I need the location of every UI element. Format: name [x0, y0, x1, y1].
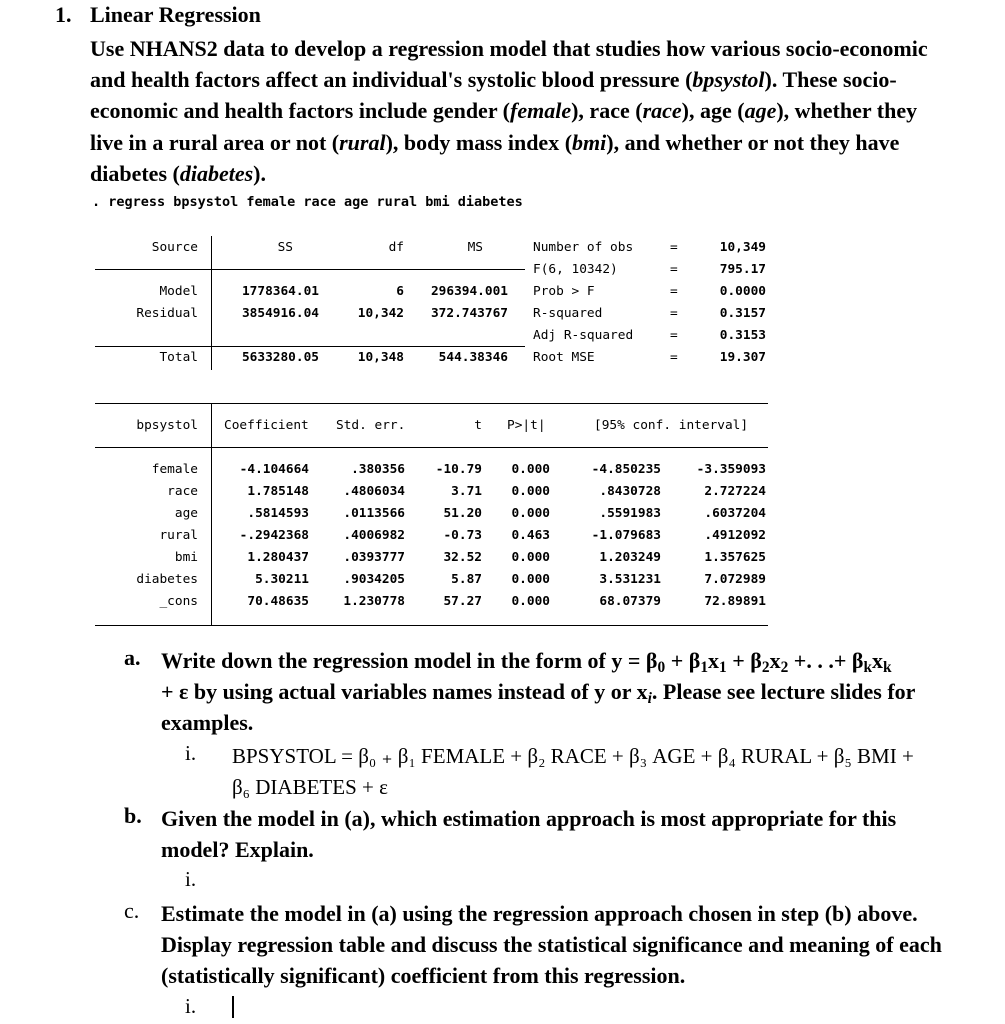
coef-ci-low: 68.07379: [599, 594, 661, 609]
stat-value: 19.307: [719, 350, 766, 365]
coef-ci-high: 72.89891: [704, 594, 766, 609]
coef-rule-bottom: [95, 625, 768, 626]
coef-se: 1.230778: [343, 594, 405, 609]
coef-t: 32.52: [443, 550, 482, 565]
coef-se: .0393777: [343, 550, 405, 565]
part-a-prompt: Write down the regression model in the form of $y = \beta_0 + \beta_1x_1 + \beta_2x_2$ +. . .+ $\beta_kx_k$ + ε by using actual variables names instead of y or $x_i$. Please see lecture slides for examples.: [161, 648, 916, 735]
coef-var: diabetes: [136, 572, 198, 587]
coef-se: .9034205: [343, 572, 405, 587]
stat-equals: =: [670, 328, 678, 343]
coef-header-se: Std. err.: [336, 418, 406, 433]
coef-ci-low: .5591983: [599, 506, 661, 521]
coef-ci-low: 3.531231: [599, 572, 661, 587]
coef-var: race: [167, 484, 198, 499]
coef-ci-high: .6037204: [704, 506, 766, 521]
coef-value: -.2942368: [239, 528, 309, 543]
coef-divider: [211, 403, 212, 625]
part-b-answer-numeral: i.: [185, 867, 197, 891]
part-c-letter: c.: [124, 898, 140, 923]
coef-rule-mid: [95, 447, 768, 448]
coef-t: 3.71: [451, 484, 482, 499]
coef-var: _cons: [159, 594, 198, 609]
stat-value: 795.17: [719, 262, 766, 277]
stat-equals: =: [670, 262, 678, 277]
coef-header-dep: bpsystol: [136, 418, 198, 433]
coef-var: age: [174, 506, 198, 521]
coef-se: .380356: [351, 462, 405, 477]
coef-p: 0.463: [511, 528, 550, 543]
part-a-answer-numeral: i.: [185, 741, 197, 765]
stat-label: R-squared: [533, 306, 603, 321]
part-c-prompt: Estimate the model in (a) using the regression approach chosen in step (b) above. Display regression table and discuss the statistical significance and meaning of each (statistically significant) coefficient from this regression.: [161, 901, 942, 988]
coef-var: female: [151, 462, 198, 477]
stata-command: . regress bpsystol female race age rural bmi diabetes: [92, 194, 523, 210]
coef-ci-high: .4912092: [704, 528, 766, 543]
coef-se: .4006982: [343, 528, 405, 543]
anova-df-residual: 10,342: [357, 306, 404, 321]
coef-ci-high: 1.357625: [704, 550, 766, 565]
coef-ci-low: 1.203249: [599, 550, 661, 565]
stat-equals: =: [670, 284, 678, 299]
coef-p: 0.000: [511, 572, 550, 587]
coef-p: 0.000: [511, 550, 550, 565]
coef-se: .0113566: [343, 506, 405, 521]
anova-source-total: Total: [159, 350, 198, 365]
anova-rule-top: [95, 269, 525, 270]
part-c-answer-numeral: i.: [185, 994, 197, 1018]
part-a-letter: a.: [124, 645, 141, 670]
coef-ci-low: .8430728: [599, 484, 661, 499]
stat-equals: =: [670, 240, 678, 255]
coef-value: 5.30211: [255, 572, 309, 587]
coef-header-ci: [95% conf. interval]: [594, 418, 749, 433]
stat-value: 0.0000: [719, 284, 766, 299]
coef-ci-high: 7.072989: [704, 572, 766, 587]
anova-header-source: Source: [151, 240, 198, 255]
coef-var: bmi: [174, 550, 198, 565]
anova-ms-residual: 372.743767: [430, 306, 508, 321]
anova-df-model: 6: [396, 284, 404, 299]
stat-label: F(6, 10342): [533, 262, 618, 277]
part-b-letter: b.: [124, 803, 142, 828]
coef-header-coef: Coefficient: [224, 418, 309, 433]
coef-value: .5814593: [247, 506, 309, 521]
stat-value: 0.3157: [719, 306, 766, 321]
coef-p: 0.000: [511, 462, 550, 477]
coef-ci-low: -4.850235: [591, 462, 661, 477]
question-number: 1.: [55, 2, 72, 27]
text-cursor[interactable]: [232, 996, 234, 1018]
anova-source-residual: Residual: [136, 306, 198, 321]
stat-label: Root MSE: [533, 350, 595, 365]
coef-header-t: t: [474, 418, 482, 433]
coef-p: 0.000: [511, 506, 550, 521]
stat-value: 0.3153: [719, 328, 766, 343]
part-b-prompt: Given the model in (a), which estimation approach is most appropriate for this model? Explain.: [161, 806, 897, 862]
anova-ss-model: 1778364.01: [241, 284, 319, 299]
coef-var: rural: [159, 528, 198, 543]
coef-ci-low: -1.079683: [591, 528, 661, 543]
question-intro: Use NHANS2 data to develop a regression model that studies how various socio-economic and health factors affect an individual's systolic blood pressure (bpsystol). These socio-economic and health factors include gender (female), race (race), age (age), whether they live in a rural area or not (rural), body mass index (bmi), and whether or not they have diabetes (diabetes).: [90, 36, 928, 186]
anova-ss-total: 5633280.05: [241, 350, 319, 365]
coef-ci-high: -3.359093: [696, 462, 766, 477]
coef-header-p: P>|t|: [507, 418, 546, 433]
anova-header-df: df: [388, 240, 404, 255]
coef-se: .4806034: [343, 484, 405, 499]
coef-t: -10.79: [435, 462, 482, 477]
coef-t: -0.73: [443, 528, 482, 543]
part-a-answer[interactable]: BPSYSTOL = β₀ ₊ β₁ FEMALE + β₂ RACE + β₃ AGE + β₄ RURAL + β₅ BMI + β₆ DIABETES + ε: [232, 744, 914, 799]
coef-value: 1.280437: [247, 550, 309, 565]
stat-label: Number of obs: [533, 240, 634, 255]
coef-ci-high: 2.727224: [704, 484, 766, 499]
anova-header-ms: MS: [467, 240, 483, 255]
coef-t: 51.20: [443, 506, 482, 521]
coef-p: 0.000: [511, 594, 550, 609]
coef-t: 5.87: [451, 572, 482, 587]
anova-rule-bottom: [95, 346, 525, 347]
coef-value: -4.104664: [239, 462, 309, 477]
anova-ms-model: 296394.001: [430, 284, 508, 299]
coef-t: 57.27: [443, 594, 482, 609]
anova-source-model: Model: [159, 284, 198, 299]
stat-label: Prob > F: [533, 284, 595, 299]
anova-df-total: 10,348: [357, 350, 404, 365]
stat-value: 10,349: [719, 240, 766, 255]
stat-equals: =: [670, 306, 678, 321]
stat-label: Adj R-squared: [533, 328, 634, 343]
anova-header-ss: SS: [277, 240, 293, 255]
anova-ss-residual: 3854916.04: [241, 306, 319, 321]
coef-value: 1.785148: [247, 484, 309, 499]
anova-ms-total: 544.38346: [438, 350, 508, 365]
question-title: Linear Regression: [90, 2, 261, 27]
coef-value: 70.48635: [247, 594, 309, 609]
stat-equals: =: [670, 350, 678, 365]
coef-p: 0.000: [511, 484, 550, 499]
coef-rule-top: [95, 403, 768, 404]
